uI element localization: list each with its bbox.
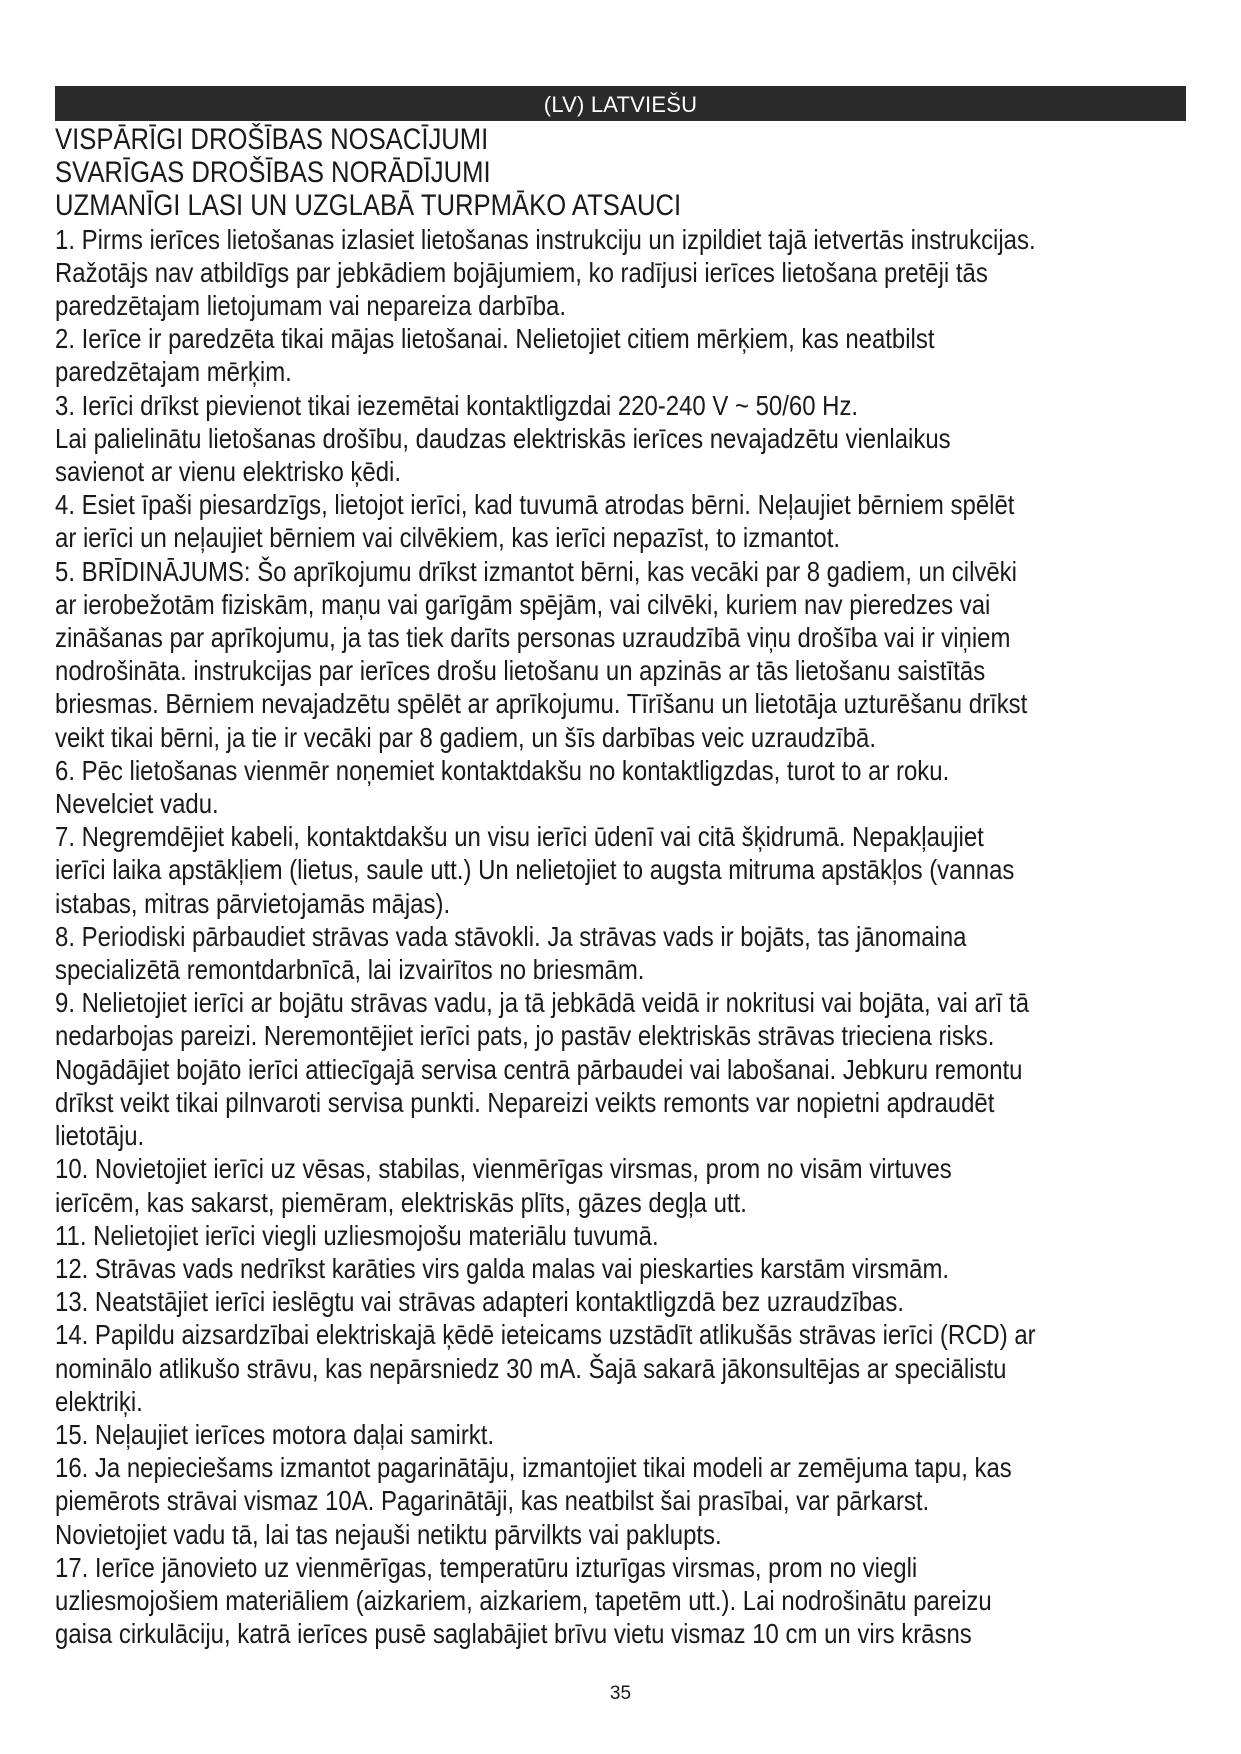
text-line: zināšanas par aprīkojumu, ja tas tiek darīts personas uzraudzībā viņu drošība vai ir viņiem — [55, 622, 1011, 654]
text-line: paredzētajam mērķim. — [55, 356, 292, 388]
text-line: Nogādājiet bojāto ierīci attiecīgajā servisa centrā pārbaudei vai labošanai. Jebkuru remontu — [55, 1053, 1023, 1085]
heading-read-and-keep: UZMANĪGI LASI UN UZGLABĀ TURPMĀKO ATSAUCI — [55, 189, 682, 223]
text-line: drīkst veikt tikai pilnvaroti servisa punkti. Nepareizi veikts remonts var nopietni apdraudēt — [55, 1086, 995, 1118]
text-line: briesmas. Bērniem nevajadzētu spēlēt ar aprīkojumu. Tīrīšanu un lietotāja uzturēšanu drīkst — [55, 688, 1028, 720]
text-line: piemērots strāvai vismaz 10A. Pagarinātāji, kas neatbilst šai prasībai, var pārkarst. — [55, 1485, 930, 1517]
text-line: nodrošināta. instrukcijas par ierīces drošu lietošanu un apzinās ar tās lietošanu saistītās — [55, 655, 986, 687]
text-line: 7. Negremdējiet kabeli, kontaktdakšu un visu ierīci ūdenī vai citā šķidrumā. Nepakļaujiet — [55, 821, 984, 853]
text-line: istabas, mitras pārvietojamās mājas). — [55, 887, 451, 919]
heading-general-safety: VISPĀRĪGI DROŠĪBAS NOSACĪJUMI — [55, 123, 489, 156]
text-line: ar ierīci un neļaujiet bērniem vai cilvēkiem, kas ierīci nepazīst, to izmantot. — [55, 522, 841, 554]
text-line: elektriķi. — [55, 1385, 143, 1417]
text-line: 6. Pēc lietošanas vienmēr noņemiet kontaktdakšu no kontaktligzdas, turot to ar roku. — [55, 754, 950, 786]
text-line: 9. Nelietojiet ierīci ar bojātu strāvas vadu, ja tā jebkādā veidā ir nokritusi vai bojāta, vai arī tā — [55, 987, 1030, 1019]
text-line: ierīcēm, kas sakarst, piemēram, elektriskās plīts, gāzes degļa utt. — [55, 1186, 747, 1218]
text-line: 14. Papildu aizsardzībai elektriskajā ķēdē ieteicams uzstādīt atlikušās strāvas ierīci (RCD) ar — [55, 1319, 1036, 1351]
text-line: Nevelciet vadu. — [55, 788, 219, 820]
text-line: 12. Strāvas vads nedrīkst karāties virs galda malas vai pieskarties karstām virsmām. — [55, 1252, 950, 1284]
text-line: specializētā remontdarbnīcā, lai izvairītos no briesmām. — [55, 954, 645, 986]
text-line: nedarbojas pareizi. Neremontējiet ierīci pats, jo pastāv elektriskās strāvas trieciena risks. — [55, 1020, 995, 1052]
text-line: paredzētajam lietojumam vai nepareiza darbība. — [55, 290, 567, 322]
text-line: uzliesmojošiem materiāliem (aizkariem, aizkariem, tapetēm utt.). Lai nodrošinātu pareizu — [55, 1584, 992, 1616]
text-line: 2. Ierīce ir paredzēta tikai mājas lietošanai. Nelietojiet citiem mērķiem, kas neatbilst — [55, 323, 935, 355]
language-header-bar: (LV) LATVIEŠU — [55, 86, 1186, 121]
text-line: 17. Ierīce jānovieto uz vienmērīgas, temperatūru izturīgas virsmas, prom no viegli — [55, 1551, 918, 1583]
text-line: nominālo atlikušo strāvu, kas nepārsniedz 30 mA. Šajā sakarā jākonsultējas ar speciālistu — [55, 1352, 1007, 1384]
safety-instructions-text — [55, 123, 1036, 1650]
text-line: 16. Ja nepieciešams izmantot pagarinātāju, izmantojiet tikai modeli ar zemējuma tapu, kas — [55, 1452, 1012, 1484]
text-line: 3. Ierīci drīkst pievienot tikai iezemētai kontaktligzdai 220-240 V ~ 50/60 Hz. — [55, 389, 859, 421]
text-line: 13. Neatstājiet ierīci ieslēgtu vai strāvas adapteri kontaktligzdā bez uzraudzības. — [55, 1286, 905, 1318]
text-line: 4. Esiet īpaši piesardzīgs, lietojot ierīci, kad tuvumā atrodas bērni. Neļaujiet bērniem spēlēt — [55, 489, 1015, 521]
text-line: 1. Pirms ierīces lietošanas izlasiet lietošanas instrukciju un izpildiet tajā ietvertās instrukcijas. — [55, 223, 1036, 255]
text-line: savienot ar vienu elektrisko ķēdi. — [55, 456, 401, 488]
text-line: lietotāju. — [55, 1120, 145, 1152]
text-line: Novietojiet vadu tā, lai tas nejauši netiktu pārvilkts vai paklupts. — [55, 1518, 722, 1550]
text-line: 5. BRĪDINĀJUMS: Šo aprīkojumu drīkst izmantot bērni, kas vecāki par 8 gadiem, un cilvēki — [55, 555, 1017, 587]
text-line: Lai palielinātu lietošanas drošību, daudzas elektriskās ierīces nevajadzētu vienlaikus — [55, 422, 951, 454]
text-line: ierīci laika apstākļiem (lietus, saule utt.) Un nelietojiet to augsta mitruma apstākļos (vannas — [55, 854, 1015, 886]
text-line: 11. Nelietojiet ierīci viegli uzliesmojošu materiālu tuvumā. — [55, 1219, 659, 1251]
page-number: 35 — [609, 1683, 632, 1704]
text-line: veikt tikai bērni, ja tie ir vecāki par 8 gadiem, un šīs darbības veic uzraudzībā. — [55, 721, 877, 753]
text-line: Ražotājs nav atbildīgs par jebkādiem bojājumiem, ko radījusi ierīces lietošana pretēji tās — [55, 256, 988, 288]
text-line: gaisa cirkulāciju, katrā ierīces pusē saglabājiet brīvu vietu vismaz 10 cm un virs krāsns — [55, 1618, 972, 1650]
text-line: 10. Novietojiet ierīci uz vēsas, stabilas, vienmērīgas virsmas, prom no visām virtuves — [55, 1153, 952, 1185]
text-line: 8. Periodiski pārbaudiet strāvas vada stāvokli. Ja strāvas vads ir bojāts, tas jānomaina — [55, 920, 967, 952]
text-line: 15. Neļaujiet ierīces motora daļai samirkt. — [55, 1418, 495, 1450]
heading-important-safety: SVARĪGAS DROŠĪBAS NORĀDĪJUMI — [55, 156, 491, 190]
text-line: ar ierobežotām fiziskām, maņu vai garīgām spējām, vai cilvēki, kuriem nav pieredzes vai — [55, 588, 991, 620]
